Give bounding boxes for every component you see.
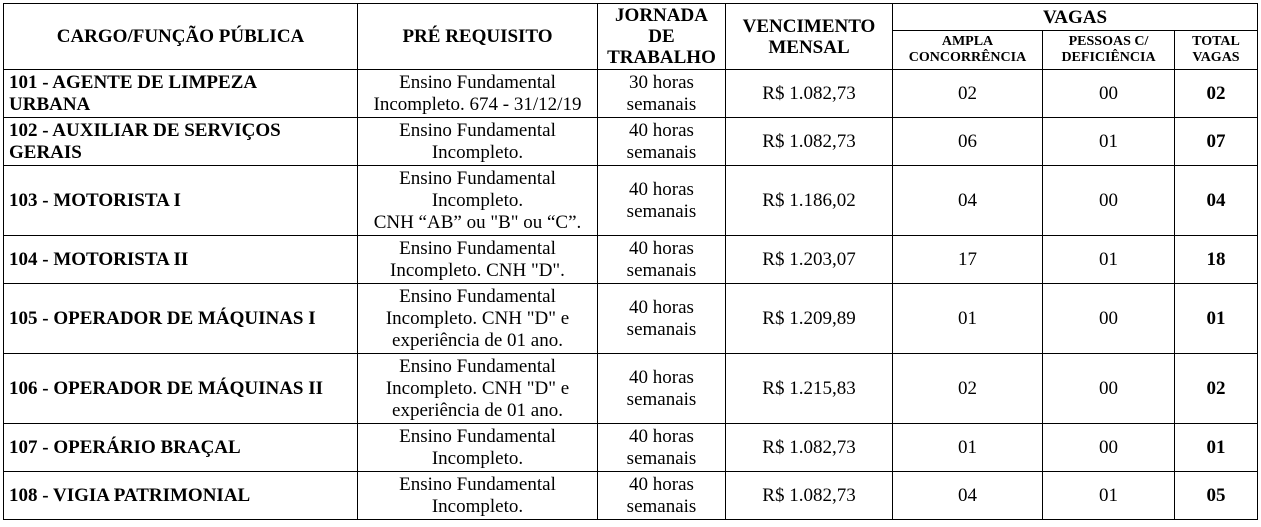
- jornada-line: 40 horas: [629, 237, 694, 259]
- total-cell: 02: [1175, 70, 1258, 118]
- pcd-cell: 00: [1043, 166, 1175, 236]
- requisito-cell: [358, 166, 598, 236]
- total-cell: 04: [1175, 166, 1258, 236]
- total-cell: 02: [1175, 354, 1258, 424]
- vencimento-cell: R$ 1.082,73: [726, 472, 893, 520]
- cargo-line: 102 - AUXILIAR DE SERVIÇOS: [9, 119, 281, 141]
- cargo-line: 103 - MOTORISTA I: [9, 189, 181, 211]
- ampla-cell: 01: [893, 424, 1043, 472]
- requisito-line: Ensino Fundamental: [399, 167, 556, 189]
- requisito-line: Incompleto. CNH "D" e: [385, 377, 570, 399]
- jornada-cell: [598, 118, 726, 166]
- jornada-line: semanais: [626, 388, 697, 410]
- table-row: [4, 424, 1258, 472]
- jornada-line: 40 horas: [629, 296, 694, 318]
- table-row: [4, 354, 1258, 424]
- pcd-cell: 00: [1043, 354, 1175, 424]
- requisito-line: Incompleto. CNH "D" e: [385, 307, 570, 329]
- ampla-cell: 06: [893, 118, 1043, 166]
- requisito-cell: [358, 118, 598, 166]
- jornada-cell: [598, 284, 726, 354]
- header-total-line: TOTAL: [1192, 34, 1240, 49]
- jornada-cell: [598, 166, 726, 236]
- vencimento-cell: R$ 1.203,07: [726, 236, 893, 284]
- requisito-cell: [358, 236, 598, 284]
- vencimento-cell: R$ 1.186,02: [726, 166, 893, 236]
- jornada-line: 40 horas: [629, 178, 694, 200]
- jornada-line: semanais: [626, 447, 697, 469]
- cargo-line: 108 - VIGIA PATRIMONIAL: [9, 484, 251, 506]
- jornada-line: 40 horas: [629, 366, 694, 388]
- table-body: [4, 70, 1258, 520]
- pcd-cell: 01: [1043, 236, 1175, 284]
- cargo-line: 101 - AGENTE DE LIMPEZA: [9, 71, 258, 93]
- pcd-cell: 00: [1043, 424, 1175, 472]
- cargo-line: 106 - OPERADOR DE MÁQUINAS II: [9, 377, 324, 399]
- header-jornada-line: TRABALHO: [607, 47, 716, 68]
- header-total-line: VAGAS: [1192, 50, 1240, 65]
- jornada-line: 40 horas: [629, 119, 694, 141]
- cargo-cell: [4, 236, 358, 284]
- requisito-line: Incompleto.: [431, 447, 524, 469]
- table-row: [4, 472, 1258, 520]
- pcd-cell: 00: [1043, 284, 1175, 354]
- header-vagas: VAGAS: [893, 4, 1258, 31]
- ampla-cell: 17: [893, 236, 1043, 284]
- total-cell: 05: [1175, 472, 1258, 520]
- jornada-cell: [598, 70, 726, 118]
- jornada-cell: [598, 236, 726, 284]
- requisito-line: Ensino Fundamental: [399, 119, 556, 141]
- header-pcd-line: DEFICIÊNCIA: [1061, 50, 1156, 65]
- header-pcd-line: PESSOAS C/: [1068, 34, 1149, 49]
- vencimento-cell: R$ 1.082,73: [726, 70, 893, 118]
- requisito-cell: [358, 284, 598, 354]
- header-jornada: [598, 4, 726, 70]
- ampla-cell: 02: [893, 70, 1043, 118]
- jornada-line: semanais: [626, 200, 697, 222]
- header-jornada-line: DE: [648, 26, 675, 47]
- header-vencimento-line: VENCIMENTO: [742, 15, 876, 37]
- jornada-line: semanais: [626, 93, 697, 115]
- pcd-cell: 01: [1043, 472, 1175, 520]
- jornada-cell: [598, 472, 726, 520]
- table-header: [4, 4, 1258, 70]
- requisito-line: experiência de 01 ano.: [392, 399, 563, 421]
- jornada-line: semanais: [626, 318, 697, 340]
- header-ampla-line: AMPLA: [941, 34, 994, 49]
- ampla-cell: 04: [893, 472, 1043, 520]
- header-vencimento-line: MENSAL: [768, 36, 850, 58]
- header-cargo: CARGO/FUNÇÃO PÚBLICA: [4, 4, 358, 70]
- cargo-cell: [4, 166, 358, 236]
- requisito-line: Incompleto.: [431, 495, 524, 517]
- requisito-cell: [358, 472, 598, 520]
- cargo-line: 104 - MOTORISTA II: [9, 248, 189, 270]
- requisito-cell: [358, 70, 598, 118]
- requisito-cell: [358, 424, 598, 472]
- vencimento-cell: R$ 1.082,73: [726, 424, 893, 472]
- requisito-line: CNH “AB” ou "B" ou “C”.: [373, 211, 582, 233]
- requisito-line: Incompleto. 674 - 31/12/19: [373, 93, 582, 115]
- header-total: [1175, 31, 1258, 70]
- ampla-cell: 01: [893, 284, 1043, 354]
- pcd-cell: 01: [1043, 118, 1175, 166]
- cargo-cell: [4, 472, 358, 520]
- jornada-line: semanais: [626, 259, 697, 281]
- vencimento-cell: R$ 1.082,73: [726, 118, 893, 166]
- table-row: [4, 70, 1258, 118]
- header-ampla: [893, 31, 1043, 70]
- table-row: [4, 118, 1258, 166]
- requisito-cell: [358, 354, 598, 424]
- requisito-line: Ensino Fundamental: [399, 473, 556, 495]
- jornada-cell: [598, 354, 726, 424]
- cargo-line: 107 - OPERÁRIO BRAÇAL: [9, 436, 241, 458]
- vencimento-cell: R$ 1.215,83: [726, 354, 893, 424]
- requisito-line: Ensino Fundamental: [399, 71, 556, 93]
- ampla-cell: 04: [893, 166, 1043, 236]
- requisito-line: Incompleto. CNH "D".: [390, 259, 565, 281]
- total-cell: 01: [1175, 284, 1258, 354]
- header-jornada-line: JORNADA: [615, 5, 708, 26]
- table-row: [4, 284, 1258, 354]
- header-requisito: PRÉ REQUISITO: [358, 4, 598, 70]
- header-vencimento: [726, 4, 893, 70]
- jornada-line: 30 horas: [629, 71, 694, 93]
- cargo-cell: [4, 354, 358, 424]
- ampla-cell: 02: [893, 354, 1043, 424]
- jornada-cell: [598, 424, 726, 472]
- cargo-line: 105 - OPERADOR DE MÁQUINAS I: [9, 307, 316, 329]
- jornada-line: semanais: [626, 141, 697, 163]
- requisito-line: Ensino Fundamental: [399, 285, 556, 307]
- table-row: [4, 166, 1258, 236]
- cargo-line: GERAIS: [9, 141, 82, 163]
- jornada-line: 40 horas: [629, 425, 694, 447]
- requisito-line: Ensino Fundamental: [399, 355, 556, 377]
- vagas-table: [3, 3, 1258, 520]
- header-ampla-line: CONCORRÊNCIA: [908, 50, 1027, 65]
- cargo-cell: [4, 118, 358, 166]
- requisito-line: Incompleto.: [431, 141, 524, 163]
- requisito-line: experiência de 01 ano.: [392, 329, 563, 351]
- requisito-line: Incompleto.: [431, 189, 524, 211]
- requisito-line: Ensino Fundamental: [399, 425, 556, 447]
- cargo-line: URBANA: [9, 93, 91, 115]
- cargo-cell: [4, 424, 358, 472]
- header-pcd: [1043, 31, 1175, 70]
- pcd-cell: 00: [1043, 70, 1175, 118]
- table-row: [4, 236, 1258, 284]
- cargo-cell: [4, 284, 358, 354]
- requisito-line: Ensino Fundamental: [399, 237, 556, 259]
- jornada-line: semanais: [626, 495, 697, 517]
- cargo-cell: [4, 70, 358, 118]
- vencimento-cell: R$ 1.209,89: [726, 284, 893, 354]
- total-cell: 01: [1175, 424, 1258, 472]
- total-cell: 18: [1175, 236, 1258, 284]
- jornada-line: 40 horas: [629, 473, 694, 495]
- total-cell: 07: [1175, 118, 1258, 166]
